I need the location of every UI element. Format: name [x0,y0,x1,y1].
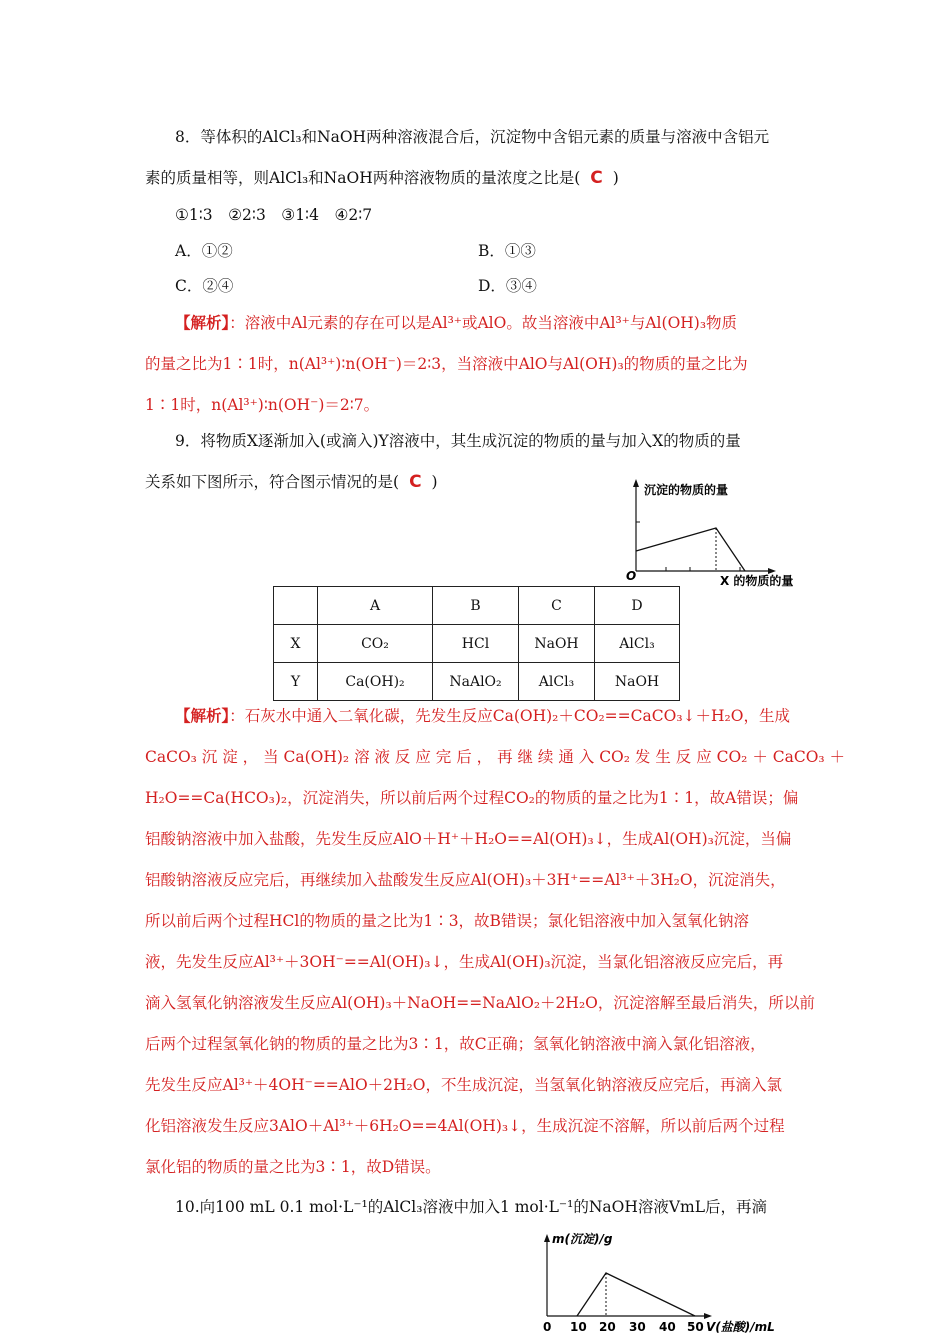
table-cell: A [318,587,433,625]
q9-answer: C [409,472,422,492]
table-cell: C [519,587,595,625]
q9-analysis-11: 氯化铝的物质的量之比为3∶1，故D错误。 [145,1158,441,1176]
q8-analysis-3: 1∶1时，n(Al³⁺)∶n(OH⁻)＝2∶7。 [145,396,380,414]
q9-line1: 9．将物质X逐渐加入(或滴入)Y溶液中，其生成沉淀的物质的量与加入X的物质的量 [175,432,741,450]
table-row [274,663,680,701]
q9-analysis-4: 铝酸钠溶液反应完后，再继续加入盐酸发生反应Al(OH)₃＋3H⁺==Al³⁺＋3H₂O，沉淀消失， [145,871,786,889]
q9-analysis-2: H₂O==Ca(HCO₃)₂，沉淀消失，所以前后两个过程CO₂的物质的量之比为1∶1，故A错误；偏 [145,789,799,807]
table-row [274,587,680,625]
table-cell: Ca(OH)₂ [318,663,433,701]
q9-close: ) [431,473,438,491]
q9-stem: 关系如下图所示，符合图示情况的是( [145,473,400,491]
q9-analysis-5: 所以前后两个过程HCl的物质的量之比为1∶3，故B错误；氯化铝溶液中加入氢氧化钠溶 [145,912,749,930]
q8-answer: C [590,168,603,188]
q10-tick-label: 0 [543,1320,552,1334]
q10-x-label: V(盐酸)/mL [706,1320,775,1334]
table-cell: AlCl₃ [519,663,595,701]
table-cell: AlCl₃ [595,625,680,663]
table-cell: D [595,587,680,625]
table-cell: CO₂ [318,625,433,663]
q9-analysis-8: 后两个过程氢氧化钠的物质的量之比为3∶1，故C正确；氢氧化钠溶液中滴入氯化铝溶液， [145,1035,766,1053]
q8-analysis-text: ：溶液中Al元素的存在可以是Al³⁺或AlO。故当溶液中Al³⁺与Al(OH)₃物质 [229,314,738,332]
q8-option-d: D．③④ [478,277,537,295]
table-cell: X [274,625,318,663]
table-cell: NaAlO₂ [433,663,519,701]
q9-analysis-9: 先发生反应Al³⁺＋4OH⁻==AlO＋2H₂O，不生成沉淀，当氢氧化钠溶液反应完后，再滴入氯 [145,1076,782,1094]
q8-option-a: A．①② [175,242,233,260]
q10-tick-label: 20 [599,1320,616,1334]
table-cell: Y [274,663,318,701]
q8-close: ) [612,169,619,187]
q9-analysis-tag: 【解析】 [175,706,230,725]
q9-chart [600,476,810,591]
q10-tick-label: 10 [570,1320,587,1334]
q10-tick-label: 40 [659,1320,676,1334]
q10-curve [577,1273,695,1316]
q10-y-label: m(沉淀)/g [552,1232,613,1246]
table-row [274,625,680,663]
table-cell: HCl [433,625,519,663]
q9-analysis-3: 铝酸钠溶液中加入盐酸，先发生反应AlO＋H⁺＋H₂O==Al(OH)₃↓，生成Al(OH)₃沉淀，当偏 [145,830,792,848]
q8-analysis-2: 的量之比为1∶1时，n(Al³⁺)∶n(OH⁻)＝2∶3，当溶液中AlO与Al(OH)₃的物质的量之比为 [145,355,748,373]
q10-line1: 10.向100 mL 0.1 mol·L⁻¹的AlCl₃溶液中加入1 mol·L⁻¹的NaOH溶液VmL后，再滴 [175,1198,768,1216]
q9-curve [636,528,745,571]
q8-line2 [145,168,810,188]
q9-y-label: 沉淀的物质的量 [644,483,729,497]
q9-analysis-10: 化铝溶液发生反应3AlO＋Al³⁺＋6H₂O==4Al(OH)₃↓，生成沉淀不溶解，所以前后两个过程 [145,1117,785,1135]
q10-y-arrow [544,1234,550,1242]
q10-tick-label: 50 [687,1320,704,1334]
q9-x-label: X 的物质的量 [720,574,794,588]
q9-analysis-7: 滴入氢氧化钠溶液发生反应Al(OH)₃＋NaOH==NaAlO₂＋2H₂O，沉淀溶解至最后消失，所以前 [145,994,815,1012]
q10-x-arrow [704,1313,712,1319]
table-cell: B [433,587,519,625]
q8-stem: 素的质量相等，则AlCl₃和NaOH两种溶液物质的量浓度之比是( [145,169,581,187]
q9-analysis-1: CaCO₃ 沉 淀 ， 当 Ca(OH)₂ 溶 液 反 应 完 后 ， 再 继 续 通 入 CO₂ 发 生 反 应 CO₂ ＋ CaCO₃ ＋ [145,748,846,766]
table-cell: NaOH [595,663,680,701]
q9-origin: O [626,569,637,583]
table-cell [274,587,318,625]
q9-analysis-0 [145,706,840,726]
q8-analysis-tag: 【解析】 [175,313,230,332]
table-cell: NaOH [519,625,595,663]
q8-option-c: C．②④ [175,277,234,295]
q8-option-b: B．①③ [478,242,536,260]
q8-analysis-1 [145,313,840,333]
q10-tick-label: 30 [629,1320,646,1334]
q8-line1: 8．等体积的AlCl₃和NaOH两种溶液混合后，沉淀物中含铝元素的质量与溶液中含铝元 [175,128,770,146]
q10-chart [530,1228,790,1344]
q9-analysis-text: ：石灰水中通入二氧化碳，先发生反应Ca(OH)₂＋CO₂==CaCO₃↓＋H₂O，生成 [229,707,790,725]
q9-options-table [273,586,680,701]
q9-y-arrow [633,479,639,487]
q9-analysis-6: 液，先发生反应Al³⁺＋3OH⁻==Al(OH)₃↓，生成Al(OH)₃沉淀，当氯化铝溶液反应完后，再 [145,953,784,971]
q8-choices: ①1∶3 ②2∶3 ③1∶4 ④2∶7 [175,206,373,224]
